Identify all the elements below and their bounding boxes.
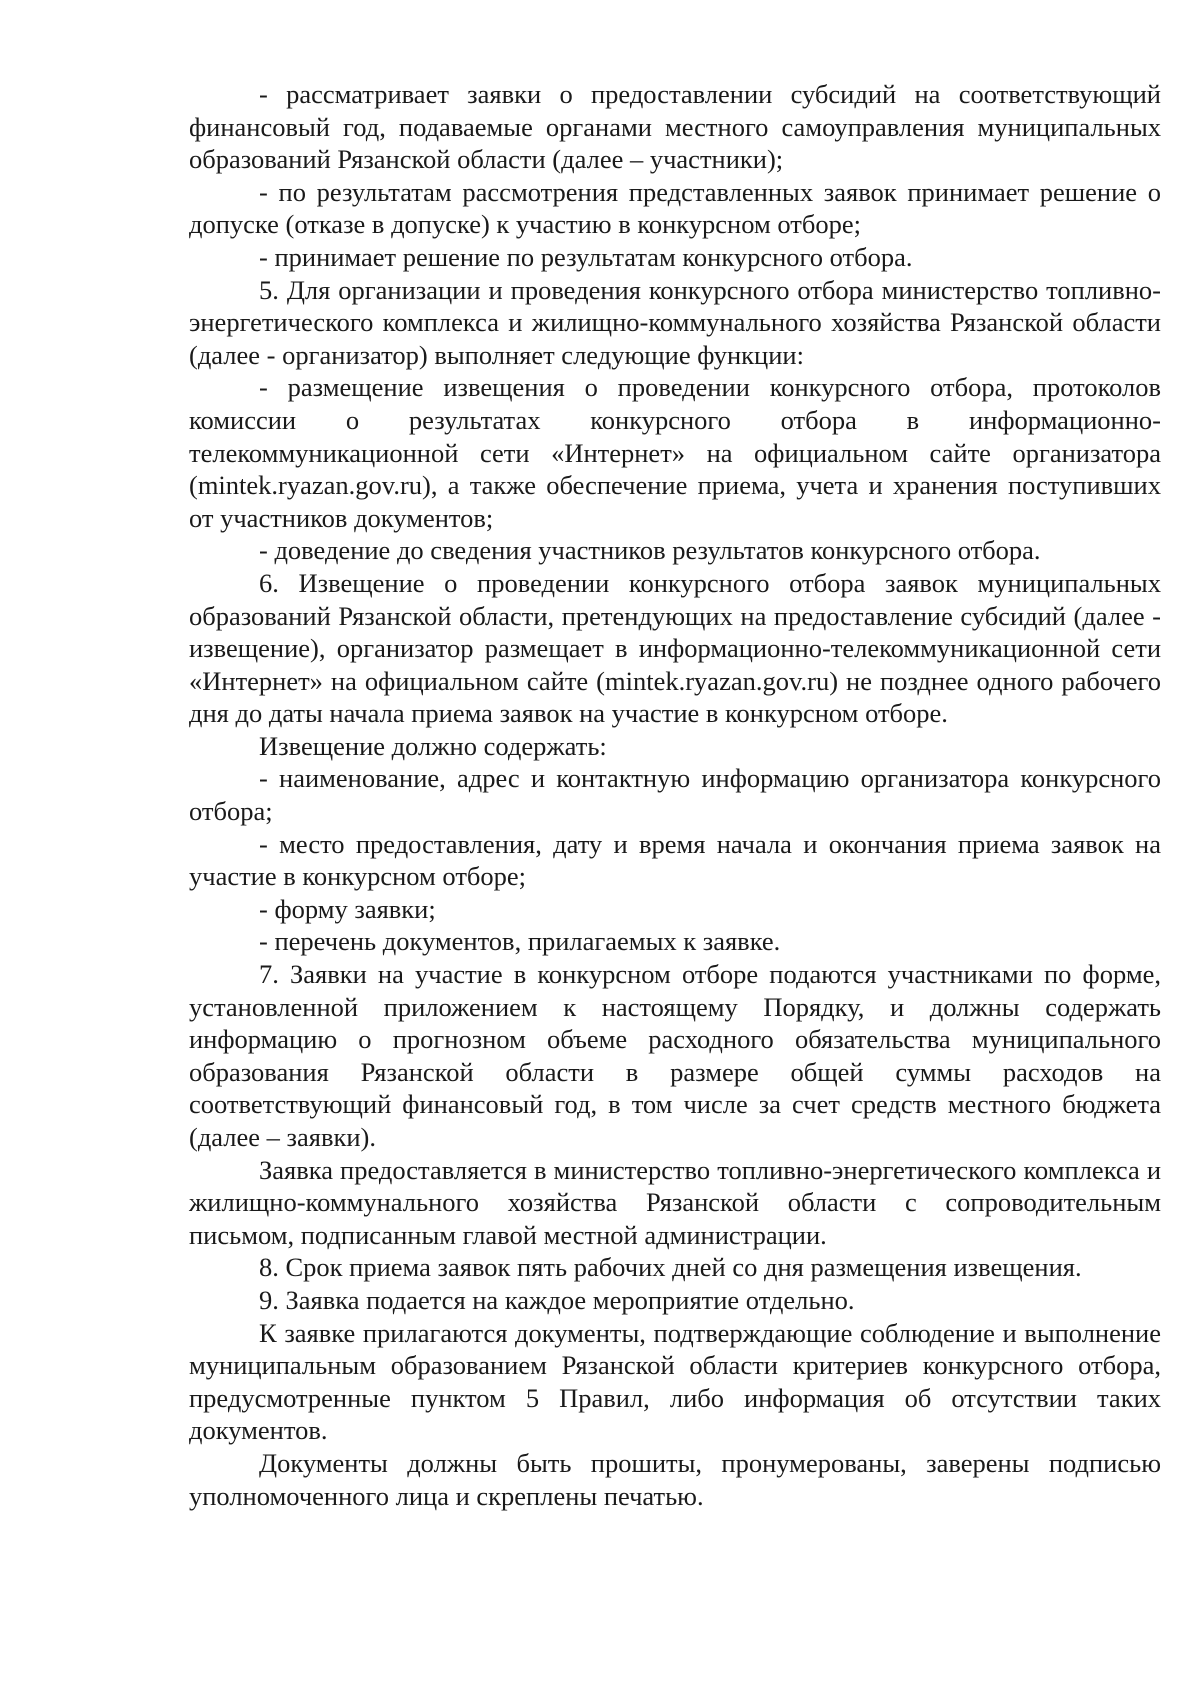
paragraph: - наименование, адрес и контактную информацию организатора конкурсного отбора;	[189, 763, 1161, 827]
paragraph: - перечень документов, прилагаемых к заявке.	[259, 926, 781, 957]
document-body	[189, 78, 1161, 1512]
paragraph: 7. Заявки на участие в конкурсном отборе подаются участниками по форме, установленной приложением к настоящему Порядку, и должны содержать информацию о прогнозном объеме расходного обязательства муниципального образования Рязанской области в размере общей суммы расходов на соответствующий финансовый год, в том числе за счет средств местного бюджета (далее – заявки).	[189, 959, 1161, 1152]
paragraph: К заявке прилагаются документы, подтверждающие соблюдение и выполнение муниципальным образованием Рязанской области критериев конкурсного отбора, предусмотренные пунктом 5 Правил, либо информация об отсутствии таких документов.	[189, 1317, 1161, 1446]
paragraph: - форму заявки;	[259, 893, 436, 924]
paragraph: - принимает решение по результатам конкурсного отбора.	[259, 241, 913, 272]
paragraph: - место предоставления, дату и время начала и окончания приема заявок на участие в конкурсном отборе;	[189, 828, 1161, 892]
paragraph: Заявка предоставляется в министерство топливно-энергетического комплекса и жилищно-коммунального хозяйства Рязанской области с сопроводительным письмом, подписанным главой местной администрации.	[189, 1154, 1161, 1250]
paragraph: - доведение до сведения участников результатов конкурсного отбора.	[259, 535, 1041, 566]
paragraph: Документы должны быть прошиты, пронумерованы, заверены подписью уполномоченного лица и скреплены печатью.	[189, 1447, 1161, 1511]
paragraph: - рассматривает заявки о предоставлении субсидий на соответствующий финансовый год, подаваемые органами местного самоуправления муниципальных образований Рязанской области (далее – участники);	[189, 79, 1161, 175]
paragraph: Извещение должно содержать:	[259, 730, 607, 761]
paragraph: - размещение извещения о проведении конкурсного отбора, протоколов комиссии о результатах конкурсного отбора в информационно-телекоммуникационной сети «Интернет» на официальном сайте организатора (mintek.ryazan.gov.ru), а также обеспечение приема, учета и хранения поступивших от участников документов;	[189, 372, 1161, 533]
paragraph: 5. Для организации и проведения конкурсного отбора министерство топливно-энергетического комплекса и жилищно-коммунального хозяйства Рязанской области (далее - организатор) выполняет следующие функции:	[189, 274, 1161, 370]
paragraph: 9. Заявка подается на каждое мероприятие отдельно.	[259, 1284, 855, 1315]
paragraph: - по результатам рассмотрения представленных заявок принимает решение о допуске (отказе в допуске) к участию в конкурсном отборе;	[189, 176, 1161, 240]
paragraph: 6. Извещение о проведении конкурсного отбора заявок муниципальных образований Рязанской области, претендующих на предоставление субсидий (далее - извещение), организатор размещает в информационно-телекоммуникационной сети «Интернет» на официальном сайте (mintek.ryazan.gov.ru) не позднее одного рабочего дня до даты начала приема заявок на участие в конкурсном отборе.	[189, 567, 1161, 729]
paragraph: 8. Срок приема заявок пять рабочих дней со дня размещения извещения.	[259, 1252, 1082, 1283]
